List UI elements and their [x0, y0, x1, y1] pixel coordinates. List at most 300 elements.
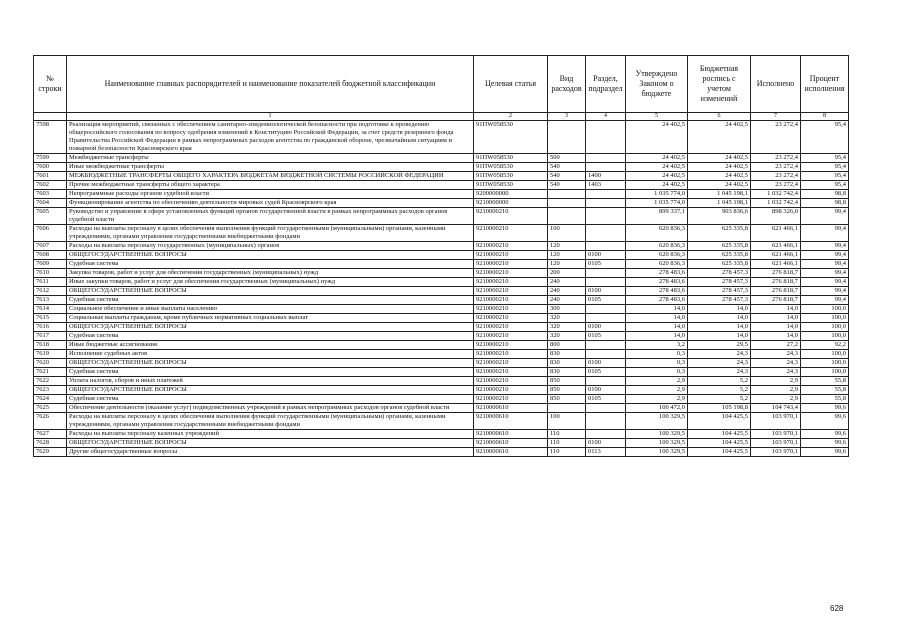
row-section — [586, 269, 626, 278]
row-target-article: 91ПW058530 — [474, 181, 548, 190]
row-number: 7609 — [34, 260, 67, 269]
row-budget-schedule: 625 335,8 — [688, 260, 751, 269]
row-budget-schedule: 24,3 — [688, 359, 751, 368]
row-approved: 14,0 — [626, 305, 688, 314]
row-executed: 2,9 — [751, 395, 801, 404]
row-approved: 14,0 — [626, 323, 688, 332]
row-target-article: 9210000210 — [474, 296, 548, 305]
row-number: 7621 — [34, 368, 67, 377]
row-number: 7614 — [34, 305, 67, 314]
row-expense-kind: 120 — [548, 260, 586, 269]
row-target-article: 9210000210 — [474, 242, 548, 251]
row-target-article: 91ПW058530 — [474, 121, 548, 154]
row-name: Расходы на выплаты персоналу в целях обеспечения выполнения функций государственными (муниципальными) органами, казенными учреждениями, органами управления государственными внебюджетными фондами — [67, 225, 474, 242]
row-executed: 103 970,1 — [751, 430, 801, 439]
row-section: 0105 — [586, 395, 626, 404]
row-approved: 24 402,5 — [626, 121, 688, 154]
row-executed: 276 818,7 — [751, 269, 801, 278]
row-section: 0100 — [586, 386, 626, 395]
row-budget-schedule: 903 836,6 — [688, 208, 751, 225]
row-approved: 100 329,5 — [626, 439, 688, 448]
row-budget-schedule: 14,0 — [688, 332, 751, 341]
row-name: Расходы на выплаты персоналу казенных учреждений — [67, 430, 474, 439]
row-expense-kind — [548, 121, 586, 154]
row-executed: 23 272,4 — [751, 172, 801, 181]
row-expense-kind: 200 — [548, 269, 586, 278]
row-expense-kind: 240 — [548, 296, 586, 305]
row-budget-schedule: 278 457,3 — [688, 278, 751, 287]
row-number: 7611 — [34, 278, 67, 287]
row-number: 7610 — [34, 269, 67, 278]
row-section: 0100 — [586, 439, 626, 448]
row-approved: 278 483,6 — [626, 296, 688, 305]
row-section — [586, 242, 626, 251]
row-percent: 99,4 — [801, 278, 849, 287]
row-target-article: 9210000210 — [474, 225, 548, 242]
table-row — [34, 181, 849, 190]
header-target-article: Целевая статья — [474, 56, 548, 113]
row-executed: 23 272,4 — [751, 121, 801, 154]
row-approved: 1 035 774,0 — [626, 190, 688, 199]
row-budget-schedule: 5,2 — [688, 386, 751, 395]
row-section — [586, 225, 626, 242]
row-name: Расходы на выплаты персоналу в целях обеспечения выполнения функций государственными (муниципальными) органами, казенными учреждениями, органами управления государственными внебюджетными фондами — [67, 413, 474, 430]
row-budget-schedule: 1 045 198,1 — [688, 190, 751, 199]
row-approved: 100 329,5 — [626, 430, 688, 439]
row-budget-schedule: 24,3 — [688, 350, 751, 359]
row-approved: 2,9 — [626, 377, 688, 386]
row-expense-kind: 100 — [548, 413, 586, 430]
row-section: 0105 — [586, 296, 626, 305]
row-number: 7613 — [34, 296, 67, 305]
row-budget-schedule: 104 425,5 — [688, 413, 751, 430]
row-target-article: 9210000210 — [474, 269, 548, 278]
row-expense-kind: 240 — [548, 287, 586, 296]
table-row — [34, 377, 849, 386]
row-number: 7603 — [34, 190, 67, 199]
row-name: МЕЖБЮДЖЕТНЫЕ ТРАНСФЕРТЫ ОБЩЕГО ХАРАКТЕРА БЮДЖЕТАМ БЮДЖЕТНОЙ СИСТЕМЫ РОССИЙСКОЙ ФЕДЕРАЦИИ — [67, 172, 474, 181]
row-budget-schedule: 5,2 — [688, 395, 751, 404]
row-target-article: 9210000210 — [474, 305, 548, 314]
row-expense-kind: 110 — [548, 439, 586, 448]
row-number: 7617 — [34, 332, 67, 341]
row-number: 7602 — [34, 181, 67, 190]
row-executed: 1 032 742,4 — [751, 190, 801, 199]
row-approved: 14,0 — [626, 314, 688, 323]
row-number: 7626 — [34, 413, 67, 430]
row-target-article: 9210000210 — [474, 278, 548, 287]
row-expense-kind: 540 — [548, 163, 586, 172]
table-row — [34, 395, 849, 404]
row-name: Другие общегосударственные вопросы — [67, 448, 474, 457]
header-name: Наименование главных распорядителей и наименование показателей бюджетной классификации — [67, 56, 474, 113]
row-budget-schedule: 24 402,5 — [688, 121, 751, 154]
row-executed: 14,0 — [751, 332, 801, 341]
row-executed: 276 818,7 — [751, 278, 801, 287]
row-executed: 621 466,1 — [751, 225, 801, 242]
row-approved: 100 329,5 — [626, 413, 688, 430]
table-row — [34, 430, 849, 439]
row-executed: 23 272,4 — [751, 154, 801, 163]
row-name: Социальные выплаты гражданам, кроме публичных нормативных социальных выплат — [67, 314, 474, 323]
row-name: ОБЩЕГОСУДАРСТВЕННЫЕ ВОПРОСЫ — [67, 323, 474, 332]
row-executed: 103 970,1 — [751, 439, 801, 448]
row-target-article: 9210000210 — [474, 260, 548, 269]
row-section: 0100 — [586, 287, 626, 296]
table-row — [34, 386, 849, 395]
row-expense-kind: 120 — [548, 242, 586, 251]
row-expense-kind: 320 — [548, 314, 586, 323]
row-approved: 100 329,5 — [626, 448, 688, 457]
row-section — [586, 413, 626, 430]
row-budget-schedule: 14,0 — [688, 323, 751, 332]
row-section — [586, 377, 626, 386]
row-target-article: 9210000610 — [474, 430, 548, 439]
row-percent: 98,8 — [801, 199, 849, 208]
row-target-article: 9210000210 — [474, 359, 548, 368]
row-number: 7598 — [34, 121, 67, 154]
row-name: Межбюджетные трансферты — [67, 154, 474, 163]
row-executed: 621 466,1 — [751, 260, 801, 269]
table-row — [34, 287, 849, 296]
table-body — [34, 121, 849, 457]
row-percent: 100,0 — [801, 305, 849, 314]
row-percent: 100,0 — [801, 323, 849, 332]
row-executed: 621 466,1 — [751, 251, 801, 260]
row-expense-kind — [548, 199, 586, 208]
row-name: Обеспечение деятельности (оказание услуг) подведомственных учреждений в рамках непрограммных расходов органов судебной власти — [67, 404, 474, 413]
budget-table — [33, 55, 849, 457]
row-name: Социальное обеспечение и иные выплаты населению — [67, 305, 474, 314]
row-approved: 3,2 — [626, 341, 688, 350]
row-name: Судебная система — [67, 368, 474, 377]
row-target-article: 9210000210 — [474, 208, 548, 225]
row-budget-schedule: 278 457,3 — [688, 287, 751, 296]
row-expense-kind: 830 — [548, 368, 586, 377]
row-name: Закупка товаров, работ и услуг для обеспечения государственных (муниципальных) нужд — [67, 269, 474, 278]
row-budget-schedule: 14,0 — [688, 305, 751, 314]
table-row — [34, 439, 849, 448]
row-approved: 24 402,5 — [626, 172, 688, 181]
row-target-article: 91ПW058530 — [474, 172, 548, 181]
row-name: Судебная система — [67, 395, 474, 404]
row-percent: 100,0 — [801, 350, 849, 359]
row-target-article: 9210000210 — [474, 287, 548, 296]
row-budget-schedule: 278 457,3 — [688, 269, 751, 278]
row-executed: 14,0 — [751, 305, 801, 314]
row-target-article: 91ПW058530 — [474, 154, 548, 163]
row-executed: 23 272,4 — [751, 163, 801, 172]
header-approved: Утверждено Законом о бюджете — [626, 56, 688, 113]
row-executed: 276 818,7 — [751, 287, 801, 296]
row-percent: 99,6 — [801, 439, 849, 448]
row-executed: 2,9 — [751, 386, 801, 395]
row-target-article: 9210000210 — [474, 350, 548, 359]
table-row — [34, 314, 849, 323]
row-number: 7622 — [34, 377, 67, 386]
row-expense-kind: 100 — [548, 225, 586, 242]
row-budget-schedule: 104 425,5 — [688, 430, 751, 439]
row-approved: 620 836,3 — [626, 260, 688, 269]
row-budget-schedule: 5,2 — [688, 377, 751, 386]
row-number: 7608 — [34, 251, 67, 260]
row-number: 7624 — [34, 395, 67, 404]
row-expense-kind: 110 — [548, 430, 586, 439]
row-target-article: 9210000210 — [474, 323, 548, 332]
row-approved: 24 402,5 — [626, 163, 688, 172]
table-row — [34, 448, 849, 457]
row-percent: 100,0 — [801, 314, 849, 323]
row-number: 7612 — [34, 287, 67, 296]
row-name: Уплата налогов, сборов и иных платежей — [67, 377, 474, 386]
row-target-article: 9210000210 — [474, 368, 548, 377]
row-executed: 103 970,1 — [751, 448, 801, 457]
header-row-number: № строки — [34, 56, 67, 113]
row-executed: 104 743,4 — [751, 404, 801, 413]
row-budget-schedule: 104 425,5 — [688, 448, 751, 457]
table-row — [34, 305, 849, 314]
table-row — [34, 190, 849, 199]
row-percent: 95,4 — [801, 172, 849, 181]
row-name: ОБЩЕГОСУДАРСТВЕННЫЕ ВОПРОСЫ — [67, 359, 474, 368]
row-number: 7615 — [34, 314, 67, 323]
row-expense-kind — [548, 404, 586, 413]
row-section — [586, 190, 626, 199]
row-number: 7620 — [34, 359, 67, 368]
row-name: Расходы на выплаты персоналу государственных (муниципальных) органов — [67, 242, 474, 251]
table-row — [34, 296, 849, 305]
row-section — [586, 350, 626, 359]
row-section: 0100 — [586, 323, 626, 332]
row-executed: 276 818,7 — [751, 296, 801, 305]
header-expense-kind: Вид расходов — [548, 56, 586, 113]
row-section: 0105 — [586, 332, 626, 341]
page-number: 628 — [830, 604, 844, 613]
row-expense-kind: 300 — [548, 305, 586, 314]
row-target-article: 9210000210 — [474, 332, 548, 341]
column-index-cell: 5 — [626, 113, 688, 121]
row-percent: 100,0 — [801, 368, 849, 377]
row-expense-kind: 830 — [548, 359, 586, 368]
row-expense-kind — [548, 208, 586, 225]
row-section: 0113 — [586, 448, 626, 457]
table-row — [34, 350, 849, 359]
column-index-cell: 1 — [67, 113, 474, 121]
row-percent: 95,4 — [801, 121, 849, 154]
table-row — [34, 323, 849, 332]
row-section: 0105 — [586, 368, 626, 377]
row-budget-schedule: 14,0 — [688, 314, 751, 323]
row-expense-kind: 320 — [548, 332, 586, 341]
table-row — [34, 163, 849, 172]
row-budget-schedule: 278 457,3 — [688, 296, 751, 305]
row-number: 7625 — [34, 404, 67, 413]
row-target-article: 9210000210 — [474, 314, 548, 323]
row-executed: 24,3 — [751, 350, 801, 359]
row-approved: 620 836,3 — [626, 242, 688, 251]
row-name: ОБЩЕГОСУДАРСТВЕННЫЕ ВОПРОСЫ — [67, 439, 474, 448]
row-name: ОБЩЕГОСУДАРСТВЕННЫЕ ВОПРОСЫ — [67, 287, 474, 296]
row-percent: 99,4 — [801, 260, 849, 269]
row-approved: 2,9 — [626, 386, 688, 395]
table-row — [34, 172, 849, 181]
table-row — [34, 208, 849, 225]
row-section — [586, 154, 626, 163]
row-section — [586, 314, 626, 323]
row-percent: 95,4 — [801, 163, 849, 172]
table-row — [34, 154, 849, 163]
row-percent: 99,4 — [801, 296, 849, 305]
row-percent: 55,8 — [801, 395, 849, 404]
row-budget-schedule: 24 402,5 — [688, 154, 751, 163]
row-percent: 99,6 — [801, 430, 849, 439]
table-row — [34, 368, 849, 377]
row-approved: 1 035 774,0 — [626, 199, 688, 208]
row-expense-kind: 850 — [548, 395, 586, 404]
row-approved: 0,3 — [626, 350, 688, 359]
row-percent: 55,8 — [801, 377, 849, 386]
row-budget-schedule: 29,5 — [688, 341, 751, 350]
column-index-cell: 6 — [688, 113, 751, 121]
row-executed: 24,3 — [751, 359, 801, 368]
row-percent: 100,0 — [801, 332, 849, 341]
row-approved: 620 836,3 — [626, 225, 688, 242]
row-approved: 24 402,5 — [626, 181, 688, 190]
row-name: ОБЩЕГОСУДАРСТВЕННЫЕ ВОПРОСЫ — [67, 251, 474, 260]
row-expense-kind — [548, 190, 586, 199]
row-number: 7607 — [34, 242, 67, 251]
row-budget-schedule: 625 335,8 — [688, 251, 751, 260]
row-approved: 2,9 — [626, 395, 688, 404]
row-section — [586, 199, 626, 208]
row-name: Непрограммные расходы органов судебной власти — [67, 190, 474, 199]
row-approved: 620 836,3 — [626, 251, 688, 260]
column-index-cell: 3 — [548, 113, 586, 121]
row-approved: 278 483,6 — [626, 278, 688, 287]
row-section — [586, 163, 626, 172]
row-section: 0100 — [586, 359, 626, 368]
row-name: Исполнение судебных актов — [67, 350, 474, 359]
row-target-article: 9210000210 — [474, 395, 548, 404]
row-budget-schedule: 625 335,8 — [688, 242, 751, 251]
row-approved: 278 483,6 — [626, 287, 688, 296]
row-percent: 95,4 — [801, 154, 849, 163]
row-section — [586, 121, 626, 154]
row-section: 0100 — [586, 251, 626, 260]
row-executed: 103 970,1 — [751, 413, 801, 430]
row-name: Прочие межбюджетные трансферты общего характера — [67, 181, 474, 190]
row-executed: 27,2 — [751, 341, 801, 350]
row-target-article: 9210000210 — [474, 251, 548, 260]
header-row — [34, 56, 849, 113]
row-percent: 55,8 — [801, 386, 849, 395]
row-section: 1400 — [586, 172, 626, 181]
row-executed: 621 466,1 — [751, 242, 801, 251]
table-row — [34, 225, 849, 242]
column-index-cell: 2 — [474, 113, 548, 121]
table-row — [34, 278, 849, 287]
header-executed: Исполнено — [751, 56, 801, 113]
row-approved: 899 337,1 — [626, 208, 688, 225]
row-name: Иные бюджетные ассигнования — [67, 341, 474, 350]
row-section — [586, 208, 626, 225]
column-index-cell: 8 — [801, 113, 849, 121]
table-row — [34, 260, 849, 269]
row-expense-kind: 800 — [548, 341, 586, 350]
row-number: 7628 — [34, 439, 67, 448]
row-number: 7619 — [34, 350, 67, 359]
row-section: 1403 — [586, 181, 626, 190]
table-row — [34, 341, 849, 350]
row-name: ОБЩЕГОСУДАРСТВЕННЫЕ ВОПРОСЫ — [67, 386, 474, 395]
row-expense-kind: 850 — [548, 377, 586, 386]
column-index-cell: 4 — [586, 113, 626, 121]
row-expense-kind: 110 — [548, 448, 586, 457]
row-percent: 99,6 — [801, 413, 849, 430]
row-percent: 99,4 — [801, 269, 849, 278]
table-row — [34, 413, 849, 430]
row-percent: 99,4 — [801, 287, 849, 296]
row-percent: 99,4 — [801, 251, 849, 260]
row-budget-schedule: 104 425,5 — [688, 439, 751, 448]
row-target-article: 91ПW058530 — [474, 163, 548, 172]
row-name: Реализация мероприятий, связанных с обеспечением санитарно-эпидемиологической безопасности при подготовке к проведению общероссийского голосования по вопросу одобрения изменений в Конституцию Российской Федерации, за счет средств резервного фонда Правительства Российской Федерации в рамках непрограммных расходов агентства по гражданской обороне, чрезвычайным ситуациям и пожарной безопасности Красноярского края — [67, 121, 474, 154]
header-budget-schedule: Бюджетная роспись с учетом изменений — [688, 56, 751, 113]
row-section — [586, 305, 626, 314]
row-approved: 100 472,0 — [626, 404, 688, 413]
row-budget-schedule: 24 402,5 — [688, 172, 751, 181]
row-target-article: 9210000000 — [474, 199, 548, 208]
row-budget-schedule: 1 045 198,1 — [688, 199, 751, 208]
row-number: 7627 — [34, 430, 67, 439]
row-percent: 92,2 — [801, 341, 849, 350]
budget-report-sheet — [33, 55, 848, 457]
row-name: Иные закупки товаров, работ и услуг для обеспечения государственных (муниципальных) нужд — [67, 278, 474, 287]
header-percent: Процент исполнения — [801, 56, 849, 113]
row-number: 7623 — [34, 386, 67, 395]
row-percent: 95,4 — [801, 181, 849, 190]
row-name: Судебная система — [67, 260, 474, 269]
row-approved: 278 483,6 — [626, 269, 688, 278]
row-executed: 14,0 — [751, 314, 801, 323]
row-executed: 23 272,4 — [751, 181, 801, 190]
row-number: 7616 — [34, 323, 67, 332]
row-percent: 99,6 — [801, 448, 849, 457]
row-section — [586, 278, 626, 287]
row-expense-kind: 850 — [548, 386, 586, 395]
row-expense-kind: 540 — [548, 181, 586, 190]
row-number: 7599 — [34, 154, 67, 163]
row-percent: 99,4 — [801, 225, 849, 242]
row-target-article: 9210000210 — [474, 386, 548, 395]
row-budget-schedule: 625 335,8 — [688, 225, 751, 242]
table-row — [34, 359, 849, 368]
row-target-article: 9210000610 — [474, 448, 548, 457]
column-index-blank — [34, 113, 67, 121]
table-row — [34, 332, 849, 341]
row-target-article: 9210000610 — [474, 413, 548, 430]
row-approved: 0,3 — [626, 368, 688, 377]
row-number: 7604 — [34, 199, 67, 208]
table-row — [34, 242, 849, 251]
row-expense-kind: 240 — [548, 278, 586, 287]
row-name: Руководство и управление в сфере установленных функций органов государственной власти в рамках непрограммных расходов органов судебной власти — [67, 208, 474, 225]
row-target-article: 9200000000 — [474, 190, 548, 199]
row-number: 7601 — [34, 172, 67, 181]
row-name: Судебная система — [67, 296, 474, 305]
row-name: Судебная система — [67, 332, 474, 341]
table-row — [34, 121, 849, 154]
